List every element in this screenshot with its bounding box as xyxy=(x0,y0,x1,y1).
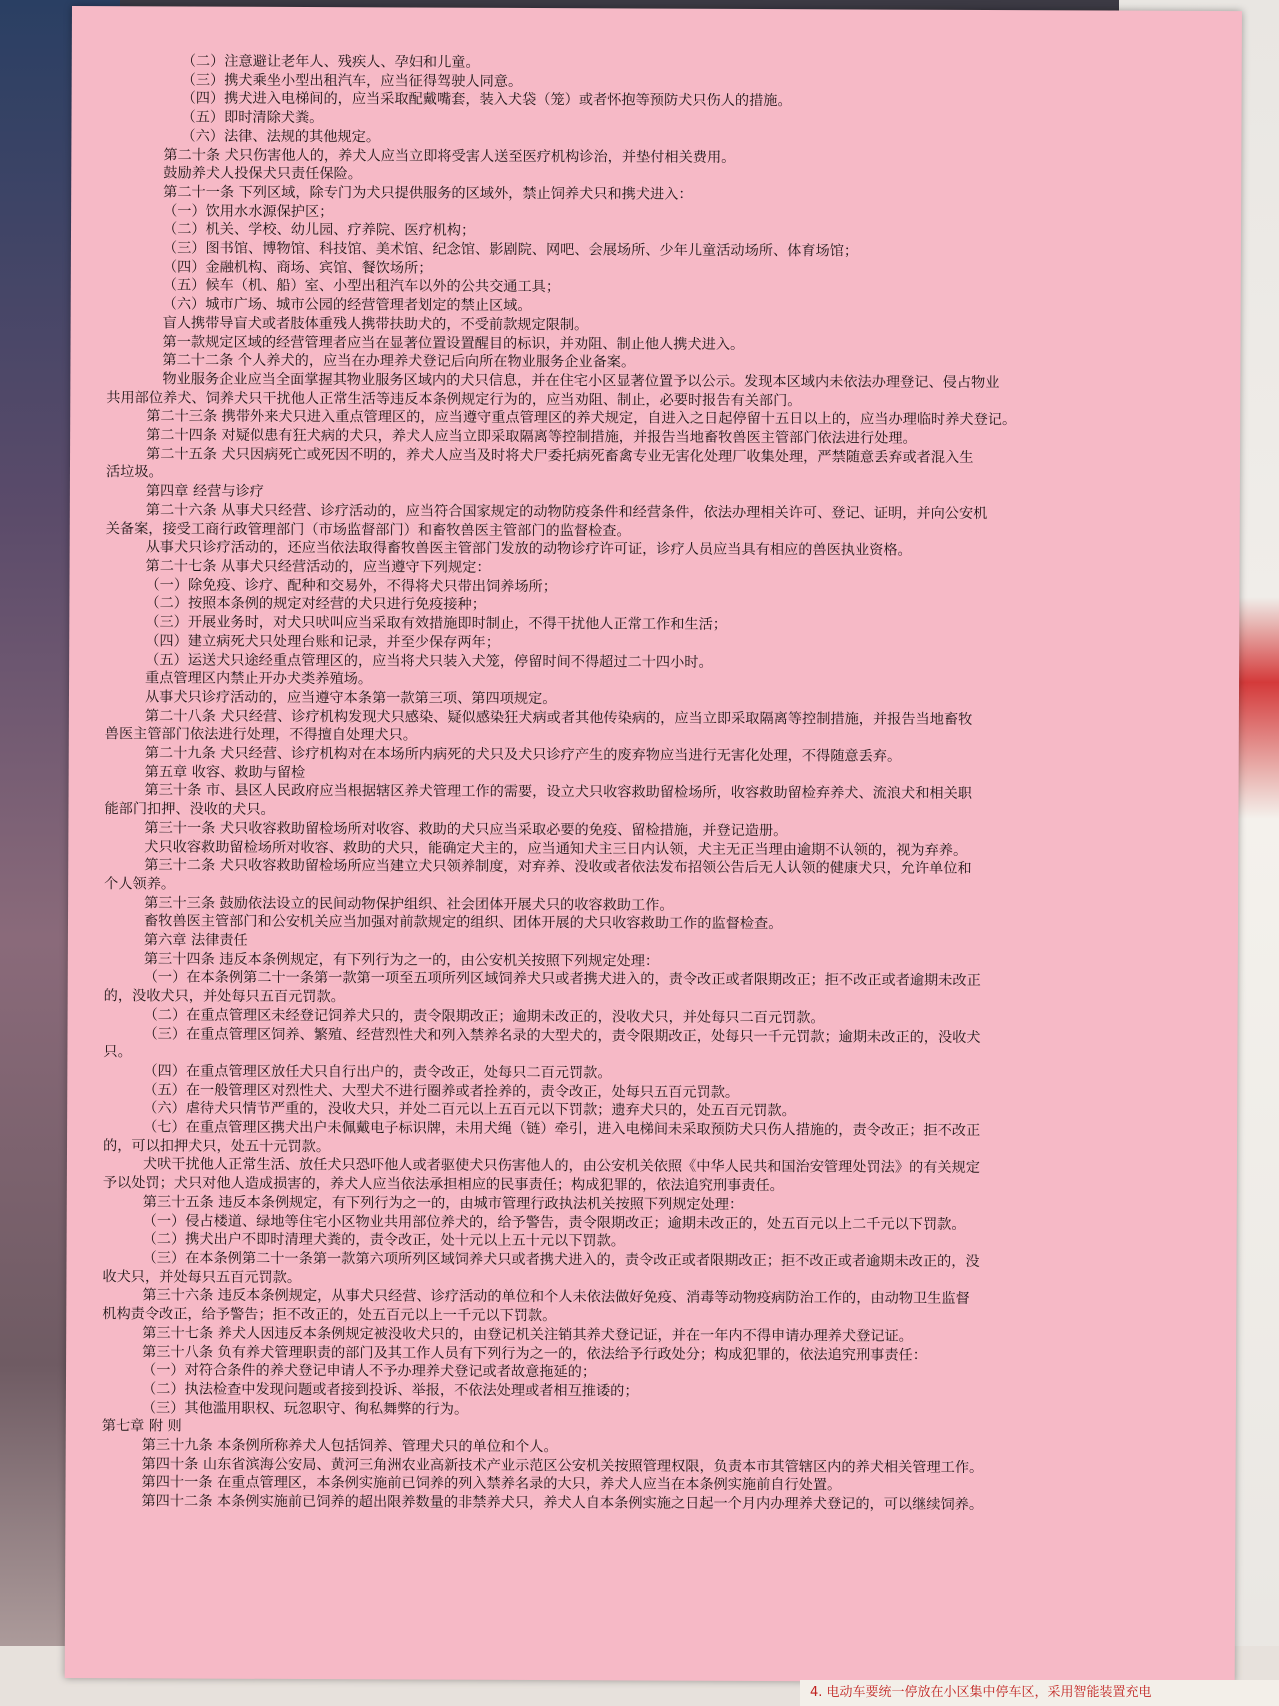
text-line: 的，可以扣押犬只，处五十元罚款。 xyxy=(102,1137,331,1155)
text-line: （二）携犬出户不即时清理犬粪的，责令改正，处十元以上五十元以下罚款。 xyxy=(142,1231,626,1250)
text-line: 关备案，接受工商行政管理部门（市场监督部门）和畜牧兽医主管部门的监督检查。 xyxy=(105,520,631,540)
text-line: 重点管理区内禁止开办犬类养殖场。 xyxy=(145,670,373,688)
text-line: 盲人携带导盲犬或者肢体重残人携带扶助犬的，不受前款规定限制。 xyxy=(162,315,589,334)
text-line: 第二十条 犬只伤害他人的，养犬人应当立即将受害人送至医疗机构诊治，并垫付相关费用。 xyxy=(163,146,736,166)
text-line: （四）建立病死犬只处理台账和记录，并至少保存两年； xyxy=(145,633,500,651)
text-line: 第三十七条 养犬人因违反本条例规定被没收犬只的，由登记机关注销其养犬登记证，并在一年内不得申请办理养犬登记证。 xyxy=(142,1325,913,1345)
text-line: 第三十九条 本条例所称养犬人包括饲养、管理犬只的单位和个人。 xyxy=(141,1437,558,1456)
text-line: 第二十三条 携带外来犬只进入重点管理区的，应当遵守重点管理区的养犬规定，自进入之日起停留十五日以上的，应当办理临时养犬登记。 xyxy=(146,408,1017,429)
text-line: （六）法律、法规的其他规定。 xyxy=(181,128,381,146)
text-line: 个人领养。 xyxy=(104,876,176,893)
text-line: 畜牧兽医主管部门和公安机关应当加强对前款规定的组织、团体开展的犬只收容救助工作的监督检查。 xyxy=(143,913,783,933)
text-line: 第三十三条 鼓励依法设立的民间动物保护组织、社会团体开展犬只的收容救助工作。 xyxy=(144,894,674,914)
text-line: （六）城市广场、城市公园的经营管理者划定的禁止区域。 xyxy=(162,296,532,315)
text-line: （二）注意避让老年人、残疾人、孕妇和儿童。 xyxy=(181,53,480,71)
text-line: （一）除免疫、诊疗、配种和交易外，不得将犬只带出饲养场所； xyxy=(145,577,557,595)
text-line: （四）在重点管理区放任犬只自行出户的，责令改正，处每只二百元罚款。 xyxy=(143,1063,612,1082)
text-line: （五）候车（机、船）室、小型出租汽车以外的公共交通工具； xyxy=(162,277,561,296)
text-line: 第三十四条 违反本条例规定，有下列行为之一的，由公安机关按照下列规定处理： xyxy=(143,951,660,970)
text-line: 第四十一条 在重点管理区，本条例实施前已饲养的列入禁养名录的大只，养犬人应当在本条例实施前自行处置。 xyxy=(141,1474,842,1494)
text-line: 共用部位养犬、饲养犬只干扰他人正常生活等违反本条例规定行为的，应当劝阻、制止，必要时报告有关部门。 xyxy=(106,389,802,409)
text-line: 收犬只，并处每只五百元罚款。 xyxy=(102,1268,302,1286)
text-line: 第三十五条 违反本条例规定，有下列行为之一的，由城市管理行政执法机关按照下列规定处理： xyxy=(142,1194,744,1213)
text-line: 予以处罚；犬只对他人造成损害的，养犬人应当依法承担相应的民事责任；构成犯罪的，依法追究刑事责任。 xyxy=(102,1175,784,1195)
text-line: （一）饮用水水源保护区； xyxy=(163,203,334,220)
regulation-text xyxy=(101,52,1217,1516)
text-line: （二）执法检查中发现问题或者接到投诉、举报，不依法处理或者相互推诿的； xyxy=(141,1381,639,1400)
text-line: （三）在重点管理区饲养、繁殖、经营烈性犬和列入禁养名录的大型犬的，责令限期改正，处每只一千元罚款；逾期未改正的，没收犬 xyxy=(143,1025,981,1046)
text-line: （一）对符合条件的养犬登记申请人不予办理养犬登记或者故意拖延的； xyxy=(142,1362,597,1381)
text-line: 第二十七条 从事犬只经营活动的，应当遵守下列规定： xyxy=(145,558,491,576)
text-line: （二）按照本条例的规定对经营的犬只进行免疫接种； xyxy=(145,595,486,614)
text-line: 第二十四条 对疑似患有狂犬病的犬只，养犬人应当立即采取隔离等控制措施，并报告当地畜牧兽医主管部门依法进行处理。 xyxy=(146,427,917,447)
text-line: 物业服务企业应当全面掌握其物业服务区域内的犬只信息，并在住宅小区显著位置予以公示。发现本区域内未依法办理登记、侵占物业 xyxy=(162,371,1000,392)
text-line: 鼓励养犬人投保犬只责任保险。 xyxy=(163,165,362,183)
text-line: （二）在重点管理区未经登记饲养犬只的，责令限期改正；逾期未改正的，没收犬只，并处每只二百元罚款。 xyxy=(143,1007,825,1027)
text-line: 机构责令改正，给予警告；拒不改正的，处五百元以上一千元以下罚款。 xyxy=(102,1306,557,1325)
text-line: 第四十二条 本条例实施前已饲养的超出限养数量的非禁养犬只，养犬人自本条例实施之日起一个月内办理养犬登记的，可以继续饲养。 xyxy=(141,1493,984,1514)
text-line: 第六章 法律责任 xyxy=(143,932,248,949)
text-line: 从事犬只诊疗活动的，还应当依法取得畜牧兽医主管部门发放的动物诊疗许可证，诊疗人员应当具有相应的兽医执业资格。 xyxy=(145,539,912,559)
text-line: （四）金融机构、商场、宾馆、餐饮场所； xyxy=(162,259,433,277)
text-line: 第二十一条 下列区域，除专门为犬只提供服务的区域外，禁止饲养犬只和携犬进入： xyxy=(163,184,693,203)
text-line: 第一款规定区域的经营管理者应当在显著位置设置醒目的标识，并劝阻、制止他人携犬进入。 xyxy=(162,333,745,353)
text-line: 兽医主管部门依法进行处理，不得擅自处理犬只。 xyxy=(104,726,417,744)
text-line: （二）机关、学校、幼儿园、疗养院、医疗机构； xyxy=(162,221,476,240)
text-line: 只。 xyxy=(103,1044,132,1061)
text-line: 第七章 附 则 xyxy=(101,1418,182,1435)
text-line: （五）即时清除犬粪。 xyxy=(181,109,324,127)
text-line: 第五章 收容、救助与留检 xyxy=(144,764,306,781)
text-line: 第三十八条 负有养犬管理职责的部门及其工作人员有下列行为之一的，依法给予行政处分；构成犯罪的，依法追究刑事责任： xyxy=(142,1343,927,1364)
text-line: 第三十六条 违反本条例规定，从事犬只经营、诊疗活动的单位和个人未依法做好免疫、消毒等动物疫病防治工作的，由动物卫生监督 xyxy=(142,1287,970,1308)
text-line: （五）在一般管理区对烈性犬、大型犬不进行圈养或者拴养的，责令改正，处每只五百元罚款。 xyxy=(143,1081,740,1101)
text-line: 犬只收容救助留检场所对收容、救助的犬只，能确定犬主的，应当通知犬主三日内认领，犬主无正当理由逾期不认领的，视为弃养。 xyxy=(144,838,968,859)
text-line: 第三十一条 犬只收容救助留检场所对收容、救助的犬只应当采取必要的免疫、留检措施，并登记造册。 xyxy=(144,820,788,839)
text-line: 第四章 经营与诊疗 xyxy=(145,483,264,501)
text-line: （一）在本条例第二十一条第一款第一项至五项所列区域饲养犬只或者携犬进入的，责令改正或者限期改正；拒不改正或者逾期未改正 xyxy=(143,969,981,990)
text-line: （三）开展业务时，对犬只吠叫应当采取有效措施即时制止，不得干扰他人正常工作和生活； xyxy=(145,614,728,633)
text-line: 的，没收犬只，并处每只五百元罚款。 xyxy=(103,988,345,1006)
text-line: 第二十五条 犬只因病死亡或死因不明的，养犬人应当及时将犬尸委托病死畜禽专业无害化处理厂收集处理，严禁随意丢弃或者混入生 xyxy=(146,446,974,466)
text-line: （七）在重点管理区携犬出户未佩戴电子标识牌，未用犬绳（链）牵引，进入电梯间未采取预防犬只伤人措施的，责令改正；拒不改正 xyxy=(143,1119,981,1140)
text-line: （三）图书馆、博物馆、科技馆、美术馆、纪念馆、影剧院、网吧、会展场所、少年儿童活动场所、体育场馆； xyxy=(162,240,859,260)
text-line: 第二十九条 犬只经营、诊疗机构对在本场所内病死的犬只及犬只诊疗产生的废弃物应当进行无害化处理，不得随意丢弃。 xyxy=(144,745,902,765)
text-line: （六）虐待犬只情节严重的，没收犬只，并处二百元以上五百元以下罚款；遗弃犬只的，处五百元罚款。 xyxy=(143,1100,796,1120)
text-line: （三）携犬乘坐小型出租汽车，应当征得驾驶人同意。 xyxy=(181,72,523,90)
text-line: 犬吠干扰他人正常生活、放任犬只恐吓他人或者驱使犬只伤害他人的，由公安机关依照《中华人民共和国治安管理处罚法》的有关规定 xyxy=(142,1156,981,1177)
text-line: （三）其他滥用职权、玩忽职守、徇私舞弊的行为。 xyxy=(141,1399,469,1418)
text-line: 第三十条 市、县区人民政府应当根据辖区养犬管理工作的需要，设立犬只收容救助留检场所，收容救助留检弃养犬、流浪犬和相关职 xyxy=(144,782,972,803)
text-line: 活垃圾。 xyxy=(105,464,163,481)
text-line: （五）运送犬只途经重点管理区的，应当将犬只装入犬笼，停留时间不得超过二十四小时。 xyxy=(145,651,713,671)
text-line: （一）侵占楼道、绿地等住宅小区物业共用部位养犬的，给予警告，责令限期改正；逾期未改正的，处五百元以上二千元以下罚款。 xyxy=(142,1212,966,1233)
text-line: 第二十八条 犬只经营、诊疗机构发现犬只感染、疑似感染狂犬病或者其他传染病的，应当立即采取隔离等控制措施，并报告当地畜牧 xyxy=(144,707,973,728)
text-line: 第二十六条 从事犬只经营、诊疗活动的，应当符合国家规定的动物防疫条件和经营条件，依法办理相关许可、登记、证明，并向公安机 xyxy=(145,502,988,522)
regulation-sheet xyxy=(65,6,1242,1683)
text-line: 第三十二条 犬只收容救助留检场所应当建立犬只领养制度，对弃养、没收或者依法发布招领公告后无人认领的健康犬只，允许单位和 xyxy=(144,857,972,878)
text-line: （四）携犬进入电梯间的，应当采取配戴嘴套，装入犬袋（笼）或者怀抱等预防犬只伤人的措施。 xyxy=(181,90,792,110)
text-line: （三）在本条例第二十一条第一款第六项所列区域饲养犬只或者携犬进入的，责令改正或者限期改正；拒不改正或者逾期未改正的，没 xyxy=(142,1250,980,1270)
text-line: 第二十二条 个人养犬的，应当在办理养犬登记后向所在物业服务企业备案。 xyxy=(162,352,636,371)
text-line: 能部门扣押、没收的犬只。 xyxy=(104,801,275,819)
bottom-notice: 4. 电动车要统一停放在小区集中停车区，采用智能装置充电 xyxy=(800,1680,1279,1706)
text-line: 从事犬只诊疗活动的，应当遵守本条第一款第三项、第四项规定。 xyxy=(144,689,557,708)
text-line: 第四十条 山东省滨海公安局、黄河三角洲农业高新技术产业示范区公安机关按照管理权限，负责本市其管辖区内的养犬相关管理工作。 xyxy=(141,1456,984,1476)
